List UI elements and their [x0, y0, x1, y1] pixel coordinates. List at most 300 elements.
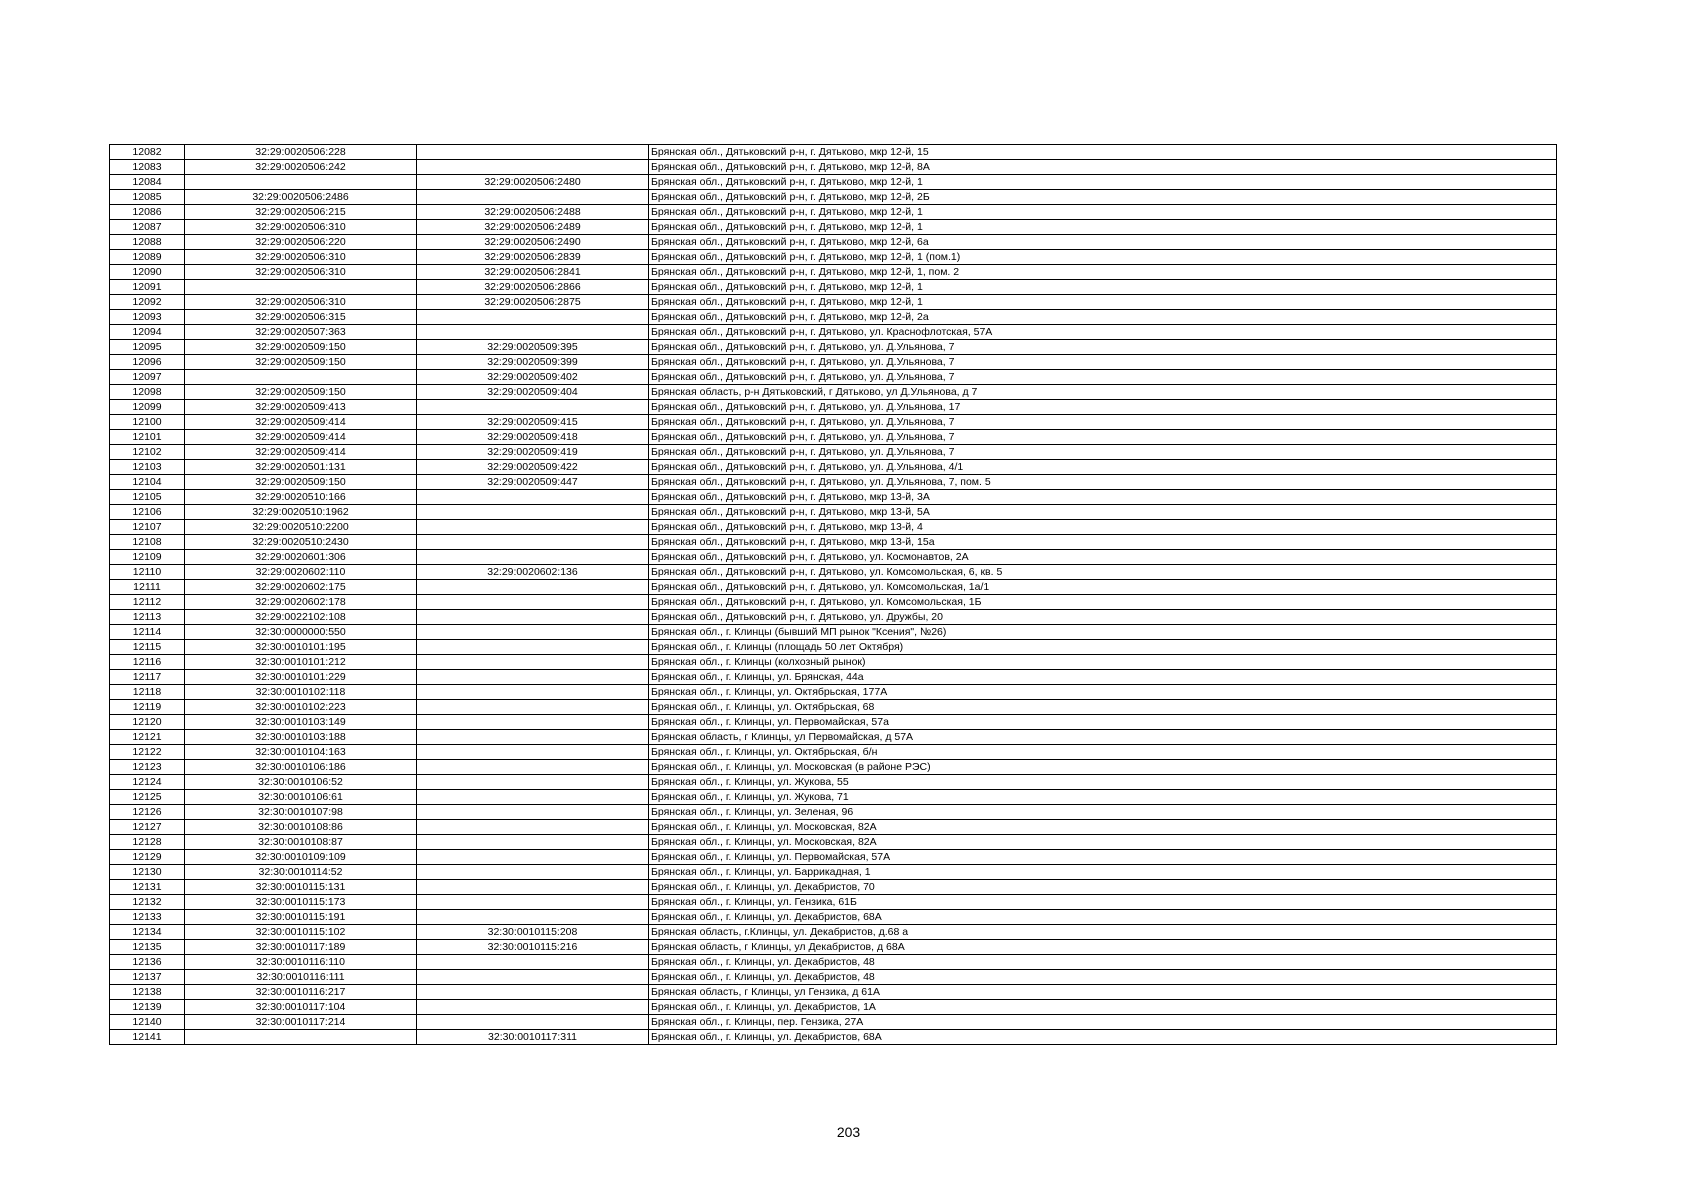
address-cell: Брянская обл., г. Клинцы, ул. Первомайская, 57А [649, 850, 1557, 865]
table-row [110, 940, 1557, 955]
table-row [110, 910, 1557, 925]
object-cadastral-number-cell: 32:29:0020509:402 [417, 370, 649, 385]
table-row [110, 985, 1557, 1000]
parcel-cadastral-number-cell: 32:30:0010115:173 [185, 895, 417, 910]
record-number-cell: 12087 [110, 220, 185, 235]
record-number-cell: 12109 [110, 550, 185, 565]
record-number-cell: 12115 [110, 640, 185, 655]
address-cell: Брянская обл., Дятьковский р-н, г. Дятьково, мкр 12-й, 6а [649, 235, 1557, 250]
object-cadastral-number-cell: 32:30:0010115:208 [417, 925, 649, 940]
address-cell: Брянская обл., Дятьковский р-н, г. Дятьково, ул. Д.Ульянова, 7, пом. 5 [649, 475, 1557, 490]
object-cadastral-number-cell: 32:29:0020506:2480 [417, 175, 649, 190]
table-row [110, 685, 1557, 700]
address-cell: Брянская обл., г. Клинцы, ул. Зеленая, 96 [649, 805, 1557, 820]
address-cell: Брянская обл., г. Клинцы, ул. Декабристов, 1А [649, 1000, 1557, 1015]
parcel-cadastral-number-cell: 32:30:0010109:109 [185, 850, 417, 865]
table-row [110, 895, 1557, 910]
object-cadastral-number-cell [417, 970, 649, 985]
table-row [110, 175, 1557, 190]
table-row [110, 370, 1557, 385]
object-cadastral-number-cell [417, 745, 649, 760]
table-row [110, 415, 1557, 430]
object-cadastral-number-cell [417, 535, 649, 550]
parcel-cadastral-number-cell: 32:30:0010106:52 [185, 775, 417, 790]
parcel-cadastral-number-cell: 32:29:0020506:315 [185, 310, 417, 325]
parcel-cadastral-number-cell: 32:29:0020506:2486 [185, 190, 417, 205]
record-number-cell: 12090 [110, 265, 185, 280]
address-cell: Брянская обл., г. Клинцы, ул. Декабристов, 68А [649, 910, 1557, 925]
parcel-cadastral-number-cell: 32:29:0020601:306 [185, 550, 417, 565]
address-cell: Брянская обл., Дятьковский р-н, г. Дятьково, ул. Дружбы, 20 [649, 610, 1557, 625]
parcel-cadastral-number-cell: 32:30:0010115:191 [185, 910, 417, 925]
address-cell: Брянская обл., Дятьковский р-н, г. Дятьково, мкр 12-й, 2а [649, 310, 1557, 325]
parcel-cadastral-number-cell: 32:30:0010102:223 [185, 700, 417, 715]
table-row [110, 925, 1557, 940]
table-row [110, 430, 1557, 445]
object-cadastral-number-cell: 32:29:0020506:2839 [417, 250, 649, 265]
record-number-cell: 12139 [110, 1000, 185, 1015]
object-cadastral-number-cell [417, 550, 649, 565]
table-row [110, 265, 1557, 280]
object-cadastral-number-cell [417, 700, 649, 715]
object-cadastral-number-cell: 32:29:0020509:404 [417, 385, 649, 400]
object-cadastral-number-cell [417, 790, 649, 805]
object-cadastral-number-cell [417, 910, 649, 925]
parcel-cadastral-number-cell: 32:29:0020506:310 [185, 220, 417, 235]
table-row [110, 235, 1557, 250]
record-number-cell: 12088 [110, 235, 185, 250]
address-cell: Брянская обл., Дятьковский р-н, г. Дятьково, мкр 12-й, 1 (пом.1) [649, 250, 1557, 265]
object-cadastral-number-cell [417, 835, 649, 850]
object-cadastral-number-cell [417, 730, 649, 745]
object-cadastral-number-cell [417, 805, 649, 820]
address-cell: Брянская обл., г. Клинцы, ул. Декабристов, 48 [649, 970, 1557, 985]
table-row [110, 1030, 1557, 1045]
address-cell: Брянская обл., г. Клинцы, ул. Октябрьская, 68 [649, 700, 1557, 715]
table-row [110, 760, 1557, 775]
parcel-cadastral-number-cell: 32:30:0000000:550 [185, 625, 417, 640]
parcel-cadastral-number-cell: 32:29:0020510:2430 [185, 535, 417, 550]
parcel-cadastral-number-cell: 32:29:0020509:414 [185, 445, 417, 460]
object-cadastral-number-cell [417, 145, 649, 160]
object-cadastral-number-cell: 32:29:0020509:447 [417, 475, 649, 490]
object-cadastral-number-cell: 32:29:0020509:415 [417, 415, 649, 430]
address-cell: Брянская обл., Дятьковский р-н, г. Дятьково, ул. Д.Ульянова, 7 [649, 430, 1557, 445]
record-number-cell: 12105 [110, 490, 185, 505]
register-table-body [110, 145, 1557, 1045]
record-number-cell: 12137 [110, 970, 185, 985]
record-number-cell: 12111 [110, 580, 185, 595]
table-row [110, 670, 1557, 685]
object-cadastral-number-cell [417, 895, 649, 910]
parcel-cadastral-number-cell: 32:30:0010115:102 [185, 925, 417, 940]
address-cell: Брянская обл., г. Клинцы, ул. Московская, 82А [649, 835, 1557, 850]
table-row [110, 820, 1557, 835]
record-number-cell: 12140 [110, 1015, 185, 1030]
address-cell: Брянская обл., Дятьковский р-н, г. Дятьково, мкр 12-й, 8А [649, 160, 1557, 175]
table-row [110, 310, 1557, 325]
page-number: 203 [836, 1124, 861, 1140]
table-row [110, 955, 1557, 970]
address-cell: Брянская обл., г. Клинцы, ул. Гензика, 61Б [649, 895, 1557, 910]
object-cadastral-number-cell [417, 1015, 649, 1030]
table-row [110, 535, 1557, 550]
address-cell: Брянская обл., Дятьковский р-н, г. Дятьково, мкр 13-й, 5А [649, 505, 1557, 520]
table-row [110, 865, 1557, 880]
address-cell: Брянская обл., Дятьковский р-н, г. Дятьково, мкр 12-й, 1 [649, 205, 1557, 220]
parcel-cadastral-number-cell: 32:30:0010103:188 [185, 730, 417, 745]
object-cadastral-number-cell: 32:29:0020506:2490 [417, 235, 649, 250]
record-number-cell: 12103 [110, 460, 185, 475]
parcel-cadastral-number-cell: 32:30:0010101:212 [185, 655, 417, 670]
parcel-cadastral-number-cell: 32:30:0010117:214 [185, 1015, 417, 1030]
address-cell: Брянская обл., г. Клинцы, ул. Баррикадная, 1 [649, 865, 1557, 880]
object-cadastral-number-cell [417, 775, 649, 790]
record-number-cell: 12124 [110, 775, 185, 790]
table-row [110, 835, 1557, 850]
object-cadastral-number-cell: 32:29:0020509:399 [417, 355, 649, 370]
parcel-cadastral-number-cell: 32:30:0010106:61 [185, 790, 417, 805]
record-number-cell: 12091 [110, 280, 185, 295]
table-row [110, 715, 1557, 730]
address-cell: Брянская область, р-н Дятьковский, г Дятьково, ул Д.Ульянова, д 7 [649, 385, 1557, 400]
record-number-cell: 12126 [110, 805, 185, 820]
parcel-cadastral-number-cell: 32:30:0010101:229 [185, 670, 417, 685]
parcel-cadastral-number-cell: 32:30:0010116:110 [185, 955, 417, 970]
table-row [110, 775, 1557, 790]
parcel-cadastral-number-cell: 32:29:0020510:1962 [185, 505, 417, 520]
address-cell: Брянская обл., г. Клинцы (колхозный рынок) [649, 655, 1557, 670]
parcel-cadastral-number-cell: 32:30:0010117:104 [185, 1000, 417, 1015]
address-cell: Брянская обл., Дятьковский р-н, г. Дятьково, ул. Д.Ульянова, 17 [649, 400, 1557, 415]
parcel-cadastral-number-cell: 32:30:0010108:87 [185, 835, 417, 850]
address-cell: Брянская обл., г. Клинцы, ул. Жукова, 55 [649, 775, 1557, 790]
record-number-cell: 12095 [110, 340, 185, 355]
record-number-cell: 12098 [110, 385, 185, 400]
table-row [110, 1000, 1557, 1015]
record-number-cell: 12135 [110, 940, 185, 955]
parcel-cadastral-number-cell: 32:29:0020509:150 [185, 355, 417, 370]
property-register-table [109, 144, 1557, 1045]
record-number-cell: 12093 [110, 310, 185, 325]
address-cell: Брянская обл., Дятьковский р-н, г. Дятьково, мкр 12-й, 1 [649, 280, 1557, 295]
address-cell: Брянская обл., Дятьковский р-н, г. Дятьково, мкр 12-й, 1 [649, 295, 1557, 310]
record-number-cell: 12113 [110, 610, 185, 625]
parcel-cadastral-number-cell [185, 175, 417, 190]
parcel-cadastral-number-cell: 32:30:0010114:52 [185, 865, 417, 880]
parcel-cadastral-number-cell: 32:29:0020501:131 [185, 460, 417, 475]
parcel-cadastral-number-cell: 32:29:0020506:310 [185, 295, 417, 310]
object-cadastral-number-cell: 32:29:0020506:2866 [417, 280, 649, 295]
parcel-cadastral-number-cell: 32:29:0020506:310 [185, 250, 417, 265]
address-cell: Брянская обл., Дятьковский р-н, г. Дятьково, мкр 13-й, 4 [649, 520, 1557, 535]
object-cadastral-number-cell [417, 1000, 649, 1015]
table-row [110, 205, 1557, 220]
address-cell: Брянская обл., г. Клинцы, ул. Первомайская, 57а [649, 715, 1557, 730]
object-cadastral-number-cell [417, 595, 649, 610]
table-row [110, 190, 1557, 205]
parcel-cadastral-number-cell [185, 370, 417, 385]
record-number-cell: 12131 [110, 880, 185, 895]
address-cell: Брянская обл., г. Клинцы, ул. Московская (в районе РЭС) [649, 760, 1557, 775]
address-cell: Брянская обл., Дятьковский р-н, г. Дятьково, ул. Комсомольская, 6, кв. 5 [649, 565, 1557, 580]
address-cell: Брянская обл., Дятьковский р-н, г. Дятьково, ул. Космонавтов, 2А [649, 550, 1557, 565]
table-row [110, 730, 1557, 745]
parcel-cadastral-number-cell: 32:29:0020602:178 [185, 595, 417, 610]
table-row [110, 850, 1557, 865]
parcel-cadastral-number-cell: 32:29:0020506:220 [185, 235, 417, 250]
parcel-cadastral-number-cell: 32:30:0010107:98 [185, 805, 417, 820]
table-row [110, 700, 1557, 715]
parcel-cadastral-number-cell: 32:29:0020506:242 [185, 160, 417, 175]
record-number-cell: 12122 [110, 745, 185, 760]
object-cadastral-number-cell [417, 310, 649, 325]
address-cell: Брянская обл., Дятьковский р-н, г. Дятьково, ул. Д.Ульянова, 7 [649, 355, 1557, 370]
address-cell: Брянская область, г Клинцы, ул Гензика, д 61А [649, 985, 1557, 1000]
record-number-cell: 12086 [110, 205, 185, 220]
record-number-cell: 12130 [110, 865, 185, 880]
table-row [110, 970, 1557, 985]
record-number-cell: 12097 [110, 370, 185, 385]
table-row [110, 520, 1557, 535]
object-cadastral-number-cell [417, 490, 649, 505]
record-number-cell: 12082 [110, 145, 185, 160]
object-cadastral-number-cell: 32:29:0020506:2841 [417, 265, 649, 280]
record-number-cell: 12119 [110, 700, 185, 715]
address-cell: Брянская обл., г. Клинцы, пер. Гензика, 27А [649, 1015, 1557, 1030]
parcel-cadastral-number-cell: 32:29:0020509:150 [185, 340, 417, 355]
parcel-cadastral-number-cell: 32:29:0020509:414 [185, 415, 417, 430]
object-cadastral-number-cell [417, 655, 649, 670]
address-cell: Брянская обл., г. Клинцы, ул. Декабристов, 68А [649, 1030, 1557, 1045]
object-cadastral-number-cell [417, 880, 649, 895]
table-row [110, 595, 1557, 610]
table-row [110, 880, 1557, 895]
object-cadastral-number-cell [417, 640, 649, 655]
record-number-cell: 12100 [110, 415, 185, 430]
object-cadastral-number-cell: 32:29:0020509:418 [417, 430, 649, 445]
address-cell: Брянская область, г Клинцы, ул Декабристов, д 68А [649, 940, 1557, 955]
address-cell: Брянская обл., Дятьковский р-н, г. Дятьково, мкр 12-й, 1 [649, 175, 1557, 190]
object-cadastral-number-cell [417, 190, 649, 205]
object-cadastral-number-cell [417, 955, 649, 970]
parcel-cadastral-number-cell: 32:29:0020506:310 [185, 265, 417, 280]
record-number-cell: 12085 [110, 190, 185, 205]
object-cadastral-number-cell [417, 760, 649, 775]
record-number-cell: 12128 [110, 835, 185, 850]
object-cadastral-number-cell [417, 670, 649, 685]
object-cadastral-number-cell: 32:29:0020602:136 [417, 565, 649, 580]
record-number-cell: 12104 [110, 475, 185, 490]
record-number-cell: 12117 [110, 670, 185, 685]
address-cell: Брянская обл., Дятьковский р-н, г. Дятьково, ул. Комсомольская, 1а/1 [649, 580, 1557, 595]
record-number-cell: 12099 [110, 400, 185, 415]
object-cadastral-number-cell [417, 610, 649, 625]
address-cell: Брянская обл., Дятьковский р-н, г. Дятьково, мкр 12-й, 1, пом. 2 [649, 265, 1557, 280]
record-number-cell: 12108 [110, 535, 185, 550]
parcel-cadastral-number-cell: 32:30:0010117:189 [185, 940, 417, 955]
record-number-cell: 12110 [110, 565, 185, 580]
address-cell: Брянская обл., Дятьковский р-н, г. Дятьково, мкр 12-й, 1 [649, 220, 1557, 235]
address-cell: Брянская обл., Дятьковский р-н, г. Дятьково, ул. Д.Ульянова, 7 [649, 340, 1557, 355]
address-cell: Брянская обл., г. Клинцы, ул. Октябрьская, 177А [649, 685, 1557, 700]
address-cell: Брянская обл., г. Клинцы, ул. Брянская, 44а [649, 670, 1557, 685]
record-number-cell: 12107 [110, 520, 185, 535]
object-cadastral-number-cell: 32:29:0020509:395 [417, 340, 649, 355]
record-number-cell: 12136 [110, 955, 185, 970]
address-cell: Брянская обл., г. Клинцы (площадь 50 лет Октября) [649, 640, 1557, 655]
parcel-cadastral-number-cell [185, 280, 417, 295]
record-number-cell: 12116 [110, 655, 185, 670]
record-number-cell: 12134 [110, 925, 185, 940]
table-row [110, 625, 1557, 640]
parcel-cadastral-number-cell: 32:29:0020510:2200 [185, 520, 417, 535]
address-cell: Брянская обл., Дятьковский р-н, г. Дятьково, мкр 12-й, 2Б [649, 190, 1557, 205]
parcel-cadastral-number-cell: 32:29:0020509:413 [185, 400, 417, 415]
address-cell: Брянская область, г Клинцы, ул Первомайская, д 57А [649, 730, 1557, 745]
record-number-cell: 12133 [110, 910, 185, 925]
record-number-cell: 12127 [110, 820, 185, 835]
record-number-cell: 12125 [110, 790, 185, 805]
object-cadastral-number-cell [417, 400, 649, 415]
record-number-cell: 12121 [110, 730, 185, 745]
address-cell: Брянская обл., Дятьковский р-н, г. Дятьково, ул. Краснофлотская, 57А [649, 325, 1557, 340]
address-cell: Брянская обл., Дятьковский р-н, г. Дятьково, ул. Д.Ульянова, 7 [649, 370, 1557, 385]
parcel-cadastral-number-cell [185, 1030, 417, 1045]
address-cell: Брянская обл., Дятьковский р-н, г. Дятьково, ул. Комсомольская, 1Б [649, 595, 1557, 610]
parcel-cadastral-number-cell: 32:29:0020602:175 [185, 580, 417, 595]
table-row [110, 145, 1557, 160]
table-row [110, 565, 1557, 580]
parcel-cadastral-number-cell: 32:29:0020510:166 [185, 490, 417, 505]
table-row [110, 340, 1557, 355]
table-row [110, 220, 1557, 235]
parcel-cadastral-number-cell: 32:30:0010104:163 [185, 745, 417, 760]
record-number-cell: 12089 [110, 250, 185, 265]
address-cell: Брянская обл., Дятьковский р-н, г. Дятьково, мкр 13-й, 3А [649, 490, 1557, 505]
parcel-cadastral-number-cell: 32:30:0010116:217 [185, 985, 417, 1000]
table-row [110, 805, 1557, 820]
record-number-cell: 12138 [110, 985, 185, 1000]
object-cadastral-number-cell: 32:29:0020506:2875 [417, 295, 649, 310]
object-cadastral-number-cell [417, 505, 649, 520]
parcel-cadastral-number-cell: 32:29:0020506:228 [185, 145, 417, 160]
table-row [110, 445, 1557, 460]
address-cell: Брянская обл., Дятьковский р-н, г. Дятьково, ул. Д.Ульянова, 7 [649, 445, 1557, 460]
object-cadastral-number-cell [417, 820, 649, 835]
parcel-cadastral-number-cell: 32:30:0010108:86 [185, 820, 417, 835]
object-cadastral-number-cell [417, 715, 649, 730]
table-row [110, 250, 1557, 265]
address-cell: Брянская обл., Дятьковский р-н, г. Дятьково, ул. Д.Ульянова, 7 [649, 415, 1557, 430]
record-number-cell: 12141 [110, 1030, 185, 1045]
address-cell: Брянская обл., г. Клинцы, ул. Октябрьская, б/н [649, 745, 1557, 760]
parcel-cadastral-number-cell: 32:30:0010116:111 [185, 970, 417, 985]
address-cell: Брянская обл., г. Клинцы (бывший МП рынок "Ксения", №26) [649, 625, 1557, 640]
record-number-cell: 12123 [110, 760, 185, 775]
object-cadastral-number-cell [417, 160, 649, 175]
address-cell: Брянская обл., г. Клинцы, ул. Московская, 82А [649, 820, 1557, 835]
table-row [110, 790, 1557, 805]
record-number-cell: 12120 [110, 715, 185, 730]
object-cadastral-number-cell: 32:30:0010117:311 [417, 1030, 649, 1045]
parcel-cadastral-number-cell: 32:29:0020602:110 [185, 565, 417, 580]
object-cadastral-number-cell: 32:29:0020509:419 [417, 445, 649, 460]
object-cadastral-number-cell [417, 520, 649, 535]
table-row [110, 1015, 1557, 1030]
record-number-cell: 12096 [110, 355, 185, 370]
object-cadastral-number-cell [417, 850, 649, 865]
parcel-cadastral-number-cell: 32:30:0010101:195 [185, 640, 417, 655]
table-row [110, 475, 1557, 490]
table-row [110, 400, 1557, 415]
parcel-cadastral-number-cell: 32:29:0020506:215 [185, 205, 417, 220]
record-number-cell: 12092 [110, 295, 185, 310]
object-cadastral-number-cell: 32:29:0020506:2488 [417, 205, 649, 220]
table-row [110, 655, 1557, 670]
parcel-cadastral-number-cell: 32:30:0010115:131 [185, 880, 417, 895]
address-cell: Брянская обл., Дятьковский р-н, г. Дятьково, мкр 13-й, 15а [649, 535, 1557, 550]
table-row [110, 160, 1557, 175]
table-row [110, 325, 1557, 340]
object-cadastral-number-cell: 32:29:0020506:2489 [417, 220, 649, 235]
address-cell: Брянская обл., Дятьковский р-н, г. Дятьково, ул. Д.Ульянова, 4/1 [649, 460, 1557, 475]
table-row [110, 505, 1557, 520]
object-cadastral-number-cell [417, 685, 649, 700]
parcel-cadastral-number-cell: 32:29:0020509:414 [185, 430, 417, 445]
record-number-cell: 12094 [110, 325, 185, 340]
object-cadastral-number-cell [417, 625, 649, 640]
object-cadastral-number-cell [417, 580, 649, 595]
object-cadastral-number-cell [417, 985, 649, 1000]
parcel-cadastral-number-cell: 32:29:0020507:363 [185, 325, 417, 340]
address-cell: Брянская обл., г. Клинцы, ул. Жукова, 71 [649, 790, 1557, 805]
table-row [110, 460, 1557, 475]
address-cell: Брянская обл., г. Клинцы, ул. Декабристов, 48 [649, 955, 1557, 970]
table-row [110, 550, 1557, 565]
address-cell: Брянская область, г.Клинцы, ул. Декабристов, д.68 а [649, 925, 1557, 940]
table-row [110, 355, 1557, 370]
table-row [110, 280, 1557, 295]
table-row [110, 640, 1557, 655]
object-cadastral-number-cell: 32:29:0020509:422 [417, 460, 649, 475]
table-row [110, 385, 1557, 400]
parcel-cadastral-number-cell: 32:29:0020509:150 [185, 475, 417, 490]
parcel-cadastral-number-cell: 32:29:0022102:108 [185, 610, 417, 625]
parcel-cadastral-number-cell: 32:30:0010102:118 [185, 685, 417, 700]
record-number-cell: 12084 [110, 175, 185, 190]
record-number-cell: 12114 [110, 625, 185, 640]
address-cell: Брянская обл., Дятьковский р-н, г. Дятьково, мкр 12-й, 15 [649, 145, 1557, 160]
object-cadastral-number-cell [417, 325, 649, 340]
record-number-cell: 12101 [110, 430, 185, 445]
record-number-cell: 12083 [110, 160, 185, 175]
address-cell: Брянская обл., г. Клинцы, ул. Декабристов, 70 [649, 880, 1557, 895]
record-number-cell: 12118 [110, 685, 185, 700]
parcel-cadastral-number-cell: 32:29:0020509:150 [185, 385, 417, 400]
record-number-cell: 12132 [110, 895, 185, 910]
parcel-cadastral-number-cell: 32:30:0010103:149 [185, 715, 417, 730]
table-row [110, 580, 1557, 595]
object-cadastral-number-cell [417, 865, 649, 880]
record-number-cell: 12106 [110, 505, 185, 520]
table-row [110, 745, 1557, 760]
table-row [110, 295, 1557, 310]
record-number-cell: 12129 [110, 850, 185, 865]
parcel-cadastral-number-cell: 32:30:0010106:186 [185, 760, 417, 775]
record-number-cell: 12112 [110, 595, 185, 610]
table-row [110, 610, 1557, 625]
